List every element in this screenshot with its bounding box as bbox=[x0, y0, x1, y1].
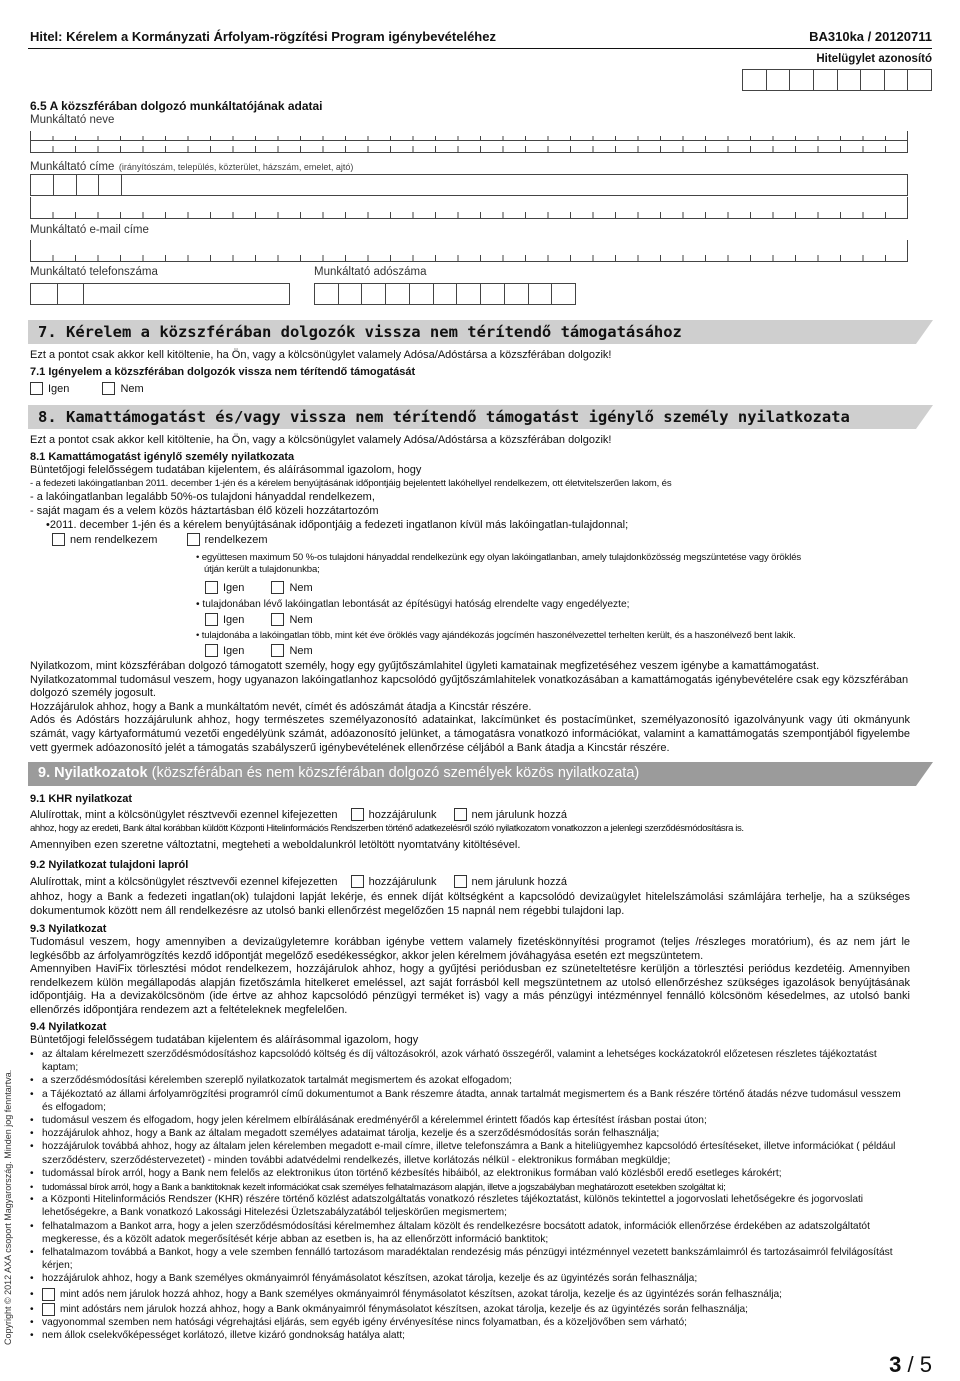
sub-option-2: • tulajdonában lévő lakóingatlan lebontását az építésügyi hatóság elrendelte vagy engedélyezte; bbox=[196, 599, 630, 610]
page-current: 3 bbox=[889, 1352, 902, 1377]
declaration-list bbox=[30, 1048, 910, 1342]
khr-disagree-checkbox[interactable] bbox=[454, 808, 467, 821]
sub3-no-checkbox[interactable] bbox=[271, 644, 284, 657]
title-deed-agree-label: hozzájárulunk bbox=[368, 876, 437, 888]
section-9-title-rest: (közszférában és nem közszférában dolgozó személyek közös nyilatkozata) bbox=[151, 765, 640, 781]
employer-address-field-2[interactable] bbox=[30, 197, 908, 219]
have-checkbox[interactable] bbox=[187, 533, 200, 546]
section-9-title bbox=[38, 765, 639, 781]
sub2-yes-label: Igen bbox=[223, 614, 245, 626]
sub-option-1-answers bbox=[205, 581, 313, 596]
list-item: • a szerződésmódosítási kérelemben szereplő nyilatkozatok tartalmát megismertem és azokat elfogadom; bbox=[30, 1074, 910, 1087]
sub3-yes-checkbox[interactable] bbox=[205, 644, 218, 657]
sub3-yes-label: Igen bbox=[223, 645, 245, 657]
paragraph-2: Nyilatkozatommal tudomásul veszem, hogy ugyanazon lakóingatlanhoz kapcsolódó gyűjtőszámlahitelek vonatkozásában a kamattámogatás igénybevételére csak egy közszférában dolgozó személy jogosult. bbox=[30, 673, 909, 700]
sub1-no-label: Nem bbox=[289, 582, 313, 594]
section-9-title-bold: 9. Nyilatkozatok bbox=[38, 765, 148, 781]
list-item: • a Központi Hitelinformációs Rendszer (KHR) részére történő közlést adatszolgáltatás vonatkozó részletes tájékoztatást, különös tekintettel a jogorvoslati lehetőségekre és jogorvoslati lehetőségekre, a Bank vonatkozó Lakossági Hitelezési Üzletszabályzatából teljeskörűen megismertem; bbox=[30, 1193, 910, 1219]
section-9-1-title: 9.1 KHR nyilatkozat bbox=[30, 793, 133, 805]
section-7-yes-checkbox[interactable] bbox=[30, 382, 43, 395]
paragraph-4: Adós és Adóstárs hozzájárulunk ahhoz, hogy természetes személyazonosító adatainkat, lakcímünket és postacímünket, személyazonosító igazolványunk vagy úti okmányunk számát, vagy kártyaformátumú vezetői engedélyünk számát, adóazonosító jelünket, a támogatásra vonatkozó információkat, valamint a kamattámogatás szempontjából figyelembe vett gyermek adóazonosító jelét a támogatás szabályszerű igénybevételének ellenőrzése céljából a Bank átadja a Kincstár részére. bbox=[30, 714, 910, 754]
form-code: BA310ka / 20120711 bbox=[809, 29, 932, 44]
section-7-title: 7. Kérelem a közszférában dolgozók vissza nem térítendő támogatásához bbox=[38, 323, 682, 341]
list-item: • a Tájékoztató az állami árfolyamrögzítési programról című dokumentumot a Bank részemre átadta, annak tartalmát megismertem és a Bank részére történő átadás nézve tudomásul vesszem és elfogadom; bbox=[30, 1088, 910, 1114]
list-item-text: tudomással bírok arról, hogy a Bank nem felelős az elektronikus úton történő kézbesítés hibáiból, az elektronikus formában való közlésből eredő esetleges károkért; bbox=[42, 1167, 782, 1179]
list-item-text: tudomással bírok arról, hogy a Bank a banktitoknak kezelt információkat csak személyes felhatalmazásom alapján, illetve a jogszabályban meghatározott esetekben szolgáltat ki; bbox=[42, 1181, 726, 1193]
have-label: rendelkezem bbox=[204, 534, 268, 546]
khr-text: Alulírottak, mint a kölcsönügylet résztvevői ezennel kifejezetten bbox=[30, 809, 338, 821]
employer-address-field-1[interactable] bbox=[30, 174, 908, 196]
khr-agree-label: hozzájárulunk bbox=[368, 809, 437, 821]
title-deed-disagree-checkbox[interactable] bbox=[454, 875, 467, 888]
khr-explanation: ahhoz, hogy az eredeti, Bank által korábban küldött Központi Hitelinformációs Rendszerben történő adatkezelésről szóló nyilatkozatom vonatkozzon a jelenlegi szerződésmódosításra is. bbox=[30, 823, 744, 834]
declaration-bullet: •2011. december 1-jén és a kérelem benyújtásának időpontjáig a fedezeti ingatlanon kívül más lakóingatlan-tulajdonnal; bbox=[46, 519, 629, 531]
loan-id-field[interactable] bbox=[742, 69, 932, 91]
employer-address-label: Munkáltató címe bbox=[30, 161, 115, 173]
list-item-text: felhatalmazom a Bankot arra, hogy a jelen szerződésmódosítási kérelmemhez általam közölt és rendelkezésre bocsátott adatok, információk ellenőrzése érdekében az adatszolgáltatót megkeresse, és a közölt adatok megerősítését kérje abban az esetben is, ha az ellenőrzött információ banktitok; bbox=[42, 1220, 870, 1245]
list-item-text: a Központi Hitelinformációs Rendszer (KHR) részére történő közlést adatszolgáltatás vonatkozó részletes tájékoztatást, különös tekintettel a jogorvoslati lehetőségekre és jogorvoslati lehetőségekre, a Bank vonatkozó Lakossági Hitelezési Üzletszabályzatából teljeskörűen megismertem; bbox=[42, 1194, 864, 1219]
employer-email-field[interactable] bbox=[30, 240, 908, 262]
section-7-1-options bbox=[30, 382, 144, 397]
list-item-text: hozzájárulok ahhoz, hogy a Bank személyes okmányaimról fényámásolatot készítsen, azokat tárolja, kezelje és az ügyintézés során felhasználja; bbox=[42, 1273, 698, 1285]
list-item: • nem állok cselekvőképességet korlátozó, illetve kizáró gondnokság hatálya alatt; bbox=[30, 1329, 910, 1342]
not-have-checkbox[interactable] bbox=[52, 533, 65, 546]
list-item: • hozzájárulok ahhoz, hogy a Bank személyes okmányaimról fényámásolatot készítsen, azokat tárolja, kezelje és az ügyintézés során felhasználja; bbox=[30, 1272, 910, 1285]
debtor-refuse-label: mint adós nem járulok hozzá ahhoz, hogy a Bank személyes okmányaimról fénymásolatot készítsen, azokat tárolja, kezelje és az ügyintézés során felhasználja; bbox=[60, 1288, 782, 1300]
section-9-3-text: Tudomásul veszem, hogy amennyiben a devizaügyletemre korábban igénybe vettem valamely fizetéskönnyítési programot (teljes /részleges moratórium), és az nem járt le legkésőbb az árfolyamrögzítés kezdő időpontját megelőző esedékességkor, akkor jelen kérelmem jóváhagyása esetén ezt megszüntetem. Amennyiben HaviFix törlesztési módot rendelkezem, hozzájárulok ahhoz, hogy a gyűjtési periódusban ez szüneteltetésre kerüljön a törlesztési periódus kezdetéig. Amennyiben rendelkezem külön megállapodás alapján fizetőszámla hitelkeret emeléssel, azt saját forrásból kell megszüntetnem az utolsó ellenőrzéshez szükséges igazolások benyújtásának időpontjáig. Ha a devizakölcsönöm (ide értve az ahhoz kapcsolódó pénzügyi terméket is) vagy a más pénzügyi intézménnyel fennálló kölcsönöm késedelmes, az utolsó banki ellenőrzés időpontjára rendezem azt a feltételeknek megfelelően. bbox=[30, 936, 910, 1016]
section-8-note: Ezt a pontot csak akkor kell kitöltenie, ha Ön, vagy a kölcsönügylet valamely Adósa/Adóstársa a közszférában dolgozik! bbox=[30, 434, 612, 446]
list-item: • tudomásul veszem és elfogadom, hogy jelen kérelmem elbírálásának eredményéről a kérelemmel érintett főadós kap értesítést írásban postai úton; bbox=[30, 1114, 910, 1127]
title-deed-explanation: ahhoz, hogy a Bank a fedezeti ingatlan(ok) tulajdoni lapját lekérje, és ennek díját költségként a kapcsolódó devizaügylet hitelelszámolási számlájára terhelje, ha a szükséges dokumentumok között nem áll rendelkezésre az utolsó banki ellenőrzést megelőzően 15 napnál nem régebbi tulajdoni lap. bbox=[30, 891, 910, 917]
section-7-yes-label: Igen bbox=[48, 383, 70, 395]
list-item: • hozzájárulok ahhoz, hogy a Bank az általam megadott személyes adataimat tárolja, kezelje és a szerződésmódosítás során felhasználja; bbox=[30, 1127, 910, 1140]
list-item: • vagyonommal szemben nem hatósági végrehajtási eljárás, sem egyéb igény érvényesítése nincs folyamatban, és a közeljövőben sem várható; bbox=[30, 1316, 910, 1329]
title-deed-agree-checkbox[interactable] bbox=[351, 875, 364, 888]
list-item: • az általam kérelmezett szerződésmódosításhoz kapcsolódó költség és díj változásokról, azok várható összegéről, valamint a lehetséges kockázatokról előzetesen részletes tájékoztatást kaptam; bbox=[30, 1048, 910, 1074]
list-item-text: a szerződésmódosítási kérelemben szereplő nyilatkozatok tartalmát megismertem és azokat elfogadom; bbox=[42, 1075, 512, 1087]
list-item-text: vagyonommal szemben nem hatósági végrehajtási eljárás, sem egyéb igény érvényesítése nincs folyamatban, és a közeljövőben sem várható; bbox=[42, 1317, 687, 1329]
property-options bbox=[52, 533, 267, 548]
codebtor-refuse-label: mint adóstárs nem járulok hozzá ahhoz, hogy a Bank okmányaimról fénymásolatot készítsen, azokat tárolja, kezelje és az ügyintézés során felhasználja; bbox=[60, 1303, 749, 1315]
declaration-1: - a fedezeti lakóingatlanban 2011. december 1-jén és a kérelem benyújtásának időpontjáig bejelentett lakóhellyel rendelkezem, ott életvitelszerűen lakom, és bbox=[30, 478, 672, 489]
codebtor-refuse-checkbox[interactable] bbox=[42, 1303, 55, 1316]
section-6-5-title: 6.5 A közszférában dolgozó munkáltatójának adatai bbox=[30, 99, 323, 113]
title-deed-row bbox=[30, 875, 910, 890]
page-total: / 5 bbox=[907, 1352, 932, 1377]
list-item-text: hozzájárulok továbbá ahhoz, hogy az általam jelen kérelemben megadott e-mail címre, illetve telefonszámra a Bank a hiteliügyemhez kapcsolódó értesítéseket, illetve információkat ( például szerződésterv, szerződéstervezetet) - minden további adatvédelmi rendelkezés, illetve korlátozás nélkül - elektronikus formában megküldje; bbox=[42, 1141, 896, 1166]
section-8-1-title: 8.1 Kamattámogatást igénylő személy nyilatkozata bbox=[30, 451, 295, 463]
sub2-no-label: Nem bbox=[289, 614, 313, 626]
paragraph-1: Nyilatkozom, mint közszférában dolgozó támogatott személy, hogy egy gyűjtőszámlahitel ügyleti kamatainak megfizetéséhez veszem igénybe a kamattámogatást. bbox=[30, 660, 820, 672]
section-9-2-title: 9.2 Nyilatkozat tulajdoni lapról bbox=[30, 859, 189, 871]
section-8-paragraphs bbox=[30, 660, 910, 755]
section-9-4-title: 9.4 Nyilatkozat bbox=[30, 1021, 107, 1033]
sub1-no-checkbox[interactable] bbox=[271, 581, 284, 594]
section-9-3-title: 9.3 Nyilatkozat bbox=[30, 923, 107, 935]
sub1-yes-label: Igen bbox=[223, 582, 245, 594]
list-item-text: nem állok cselekvőképességet korlátozó, illetve kizáró gondnokság hatálya alatt; bbox=[42, 1330, 405, 1342]
employer-address-hint: (irányítószám, település, közterület, házszám, emelet, ajtó) bbox=[118, 162, 354, 172]
employer-address-label-group bbox=[30, 157, 353, 175]
employer-phone-field[interactable] bbox=[30, 283, 290, 305]
title-deed-disagree-label: nem járulunk hozzá bbox=[471, 876, 567, 888]
section-7-1-title: 7.1 Igényelem a közszférában dolgozók vissza nem térítendő támogatását bbox=[30, 366, 416, 378]
employer-email-label: Munkáltató e-mail címe bbox=[30, 224, 149, 236]
khr-agree-checkbox[interactable] bbox=[351, 808, 364, 821]
employer-name-label: Munkáltató neve bbox=[30, 114, 115, 126]
khr-change-note: Amennyiben ezen szeretne változtatni, megteheti a weboldalunkról letöltött nyomtatvány kitöltésével. bbox=[30, 839, 521, 851]
khr-disagree-label: nem járulunk hozzá bbox=[471, 809, 567, 821]
list-item-text: felhatalmazom továbbá a Bankot, hogy a vele szemben fennálló tartozásom maradéktalan rendezésig más pénzügyi intézménnyel vezetett bankszámlaimról és tartozásaimról felvilágosítást kérjen; bbox=[42, 1247, 893, 1272]
list-item-text: tudomásul veszem és elfogadom, hogy jelen kérelmem elbírálásának eredményéről a kérelemmel érintett főadós kap értesítést írásban postai úton; bbox=[42, 1115, 707, 1127]
loan-id-label: Hitelügylet azonosító bbox=[816, 53, 932, 65]
sub3-no-label: Nem bbox=[289, 645, 313, 657]
employer-tax-field[interactable] bbox=[314, 283, 576, 305]
section-8-1-intro: Büntetőjogi felelősségem tudatában kijelentem, és aláírásommal igazolom, hogy bbox=[30, 464, 422, 476]
sub-option-3: • tulajdonába a lakóingatlan több, mint két éve öröklés vagy ajándékozás jogcímén haszonélvezettel terhelten került, és a haszonélvező bent lakik. bbox=[196, 630, 796, 641]
list-item: • hozzájárulok továbbá ahhoz, hogy az általam jelen kérelemben megadott e-mail címre, illetve telefonszámra a Bank a hiteliügyemhez kapcsolódó értesítéseket, illetve információkat ( például szerződésterv, szerződéstervezetet) - minden további adatvédelmi rendelkezés, illetve korlátozás nélkül - elektronikus formában megküldje; bbox=[30, 1140, 910, 1166]
debtor-refuse-checkbox[interactable] bbox=[42, 1288, 55, 1301]
copyright-notice: Copyright © 2012 AXA csoport Magyarország. Minden jog fenntartva. bbox=[3, 1069, 13, 1345]
employer-phone-label: Munkáltató telefonszáma bbox=[30, 266, 158, 278]
khr-row bbox=[30, 808, 910, 823]
sub-option-2-answers bbox=[205, 613, 313, 628]
sub2-no-checkbox[interactable] bbox=[271, 613, 284, 626]
form-title: Hitel: Kérelem a Kormányzati Árfolyam-rögzítési Program igénybevételéhez bbox=[30, 29, 496, 44]
list-item-checkbox: • mint adós nem járulok hozzá ahhoz, hogy a Bank személyes okmányaimról fénymásolatot készítsen, azokat tárolja, kezelje és az ügyintézés során felhasználja; bbox=[30, 1288, 910, 1301]
paragraph-3: Hozzájárulok ahhoz, hogy a Bank a munkáltatóm nevét, címét és adószámát átadja a Kincstár részére. bbox=[30, 700, 532, 713]
title-deed-text: Alulírottak, mint a kölcsönügylet résztvevői ezennel kifejezetten bbox=[30, 876, 338, 888]
employer-tax-label: Munkáltató adószáma bbox=[314, 266, 427, 278]
section-9-4-intro: Büntetőjogi felelősségem tudatában kijelentem és aláírásommal igazolom, hogy bbox=[30, 1034, 419, 1046]
sub1-yes-checkbox[interactable] bbox=[205, 581, 218, 594]
list-item-text: az általam kérelmezett szerződésmódosításhoz kapcsolódó költség és díj változásokról, azok várható összegéről, valamint a lehetséges kockázatokról előzetesen részletes tájékoztatást kaptam; bbox=[42, 1049, 877, 1074]
not-have-label: nem rendelkezem bbox=[70, 534, 158, 546]
list-item: • tudomással bírok arról, hogy a Bank a banktitoknak kezelt információkat csak személyes felhatalmazásom alapján, illetve a jogszabályban meghatározott esetekben szolgáltat ki; bbox=[30, 1180, 910, 1193]
list-item: • felhatalmazom a Bankot arra, hogy a jelen szerződésmódosítási kérelmemhez általam közölt és rendelkezésre bocsátott adatok, információk ellenőrzése érdekében az adatszolgáltatót megkeresse, és a közölt adatok megerősítését kérje abban az esetben is, ha az ellenőrzött információ banktitok; bbox=[30, 1220, 910, 1246]
section-7-note: Ezt a pontot csak akkor kell kitöltenie, ha Ön, vagy a kölcsönügylet valamely Adósa/Adóstársa a közszférában dolgozik! bbox=[30, 349, 612, 361]
declaration-2: - a lakóingatlanban legalább 50%-os tulajdoni hányaddal rendelkezem, bbox=[30, 491, 375, 503]
list-item-checkbox: • mint adóstárs nem járulok hozzá ahhoz, hogy a Bank okmányaimról fénymásolatot készítsen, azokat tárolja, kezelje és az ügyintézés során felhasználja; bbox=[30, 1303, 910, 1316]
sub-option-1-line-2: útján került a tulajdonunkba; bbox=[204, 564, 320, 576]
list-item-text: a Tájékoztató az állami árfolyamrögzítési programról című dokumentumot a Bank részemre átadta, annak tartalmát megismertem és a Bank részére történő átadás nézve tudomásul vesszem és elfogadom; bbox=[42, 1088, 901, 1113]
section-7-no-label: Nem bbox=[120, 383, 144, 395]
sub-option-3-answers bbox=[205, 644, 313, 659]
page-number bbox=[889, 1352, 932, 1378]
sub2-yes-checkbox[interactable] bbox=[205, 613, 218, 626]
sub-option-1 bbox=[196, 552, 911, 577]
section-8-title: 8. Kamattámogatást és/vagy vissza nem térítendő támogatást igénylő személy nyilatkozata bbox=[38, 408, 850, 426]
declaration-3: - saját magam és a velem közös háztartásban élő közeli hozzátartozóm bbox=[30, 505, 379, 517]
list-item: • tudomással bírok arról, hogy a Bank nem felelős az elektronikus úton történő kézbesítés hibáiból, az elektronikus formában való közlésből eredő esetleges károkért; bbox=[30, 1167, 910, 1180]
list-item-text: hozzájárulok ahhoz, hogy a Bank az általam megadott személyes adataimat tárolja, kezelje és a szerződésmódosítás során felhasználja; bbox=[42, 1128, 660, 1140]
sub-option-1-line-1: • együttesen maximum 50 %-os tulajdoni hányaddal rendelkezünk egy olyan lakóingatlanban, amely tulajdonközösség megszüntetése vagy öröklés bbox=[196, 552, 802, 563]
header-rule bbox=[28, 48, 932, 49]
employer-name-field[interactable] bbox=[30, 131, 908, 153]
list-item: • felhatalmazom továbbá a Bankot, hogy a vele szemben fennálló tartozásom maradéktalan rendezésig más pénzügyi intézménnyel vezetett bankszámlaimról és tartozásaimról felvilágosítást kérjen; bbox=[30, 1246, 910, 1272]
section-7-no-checkbox[interactable] bbox=[102, 382, 115, 395]
